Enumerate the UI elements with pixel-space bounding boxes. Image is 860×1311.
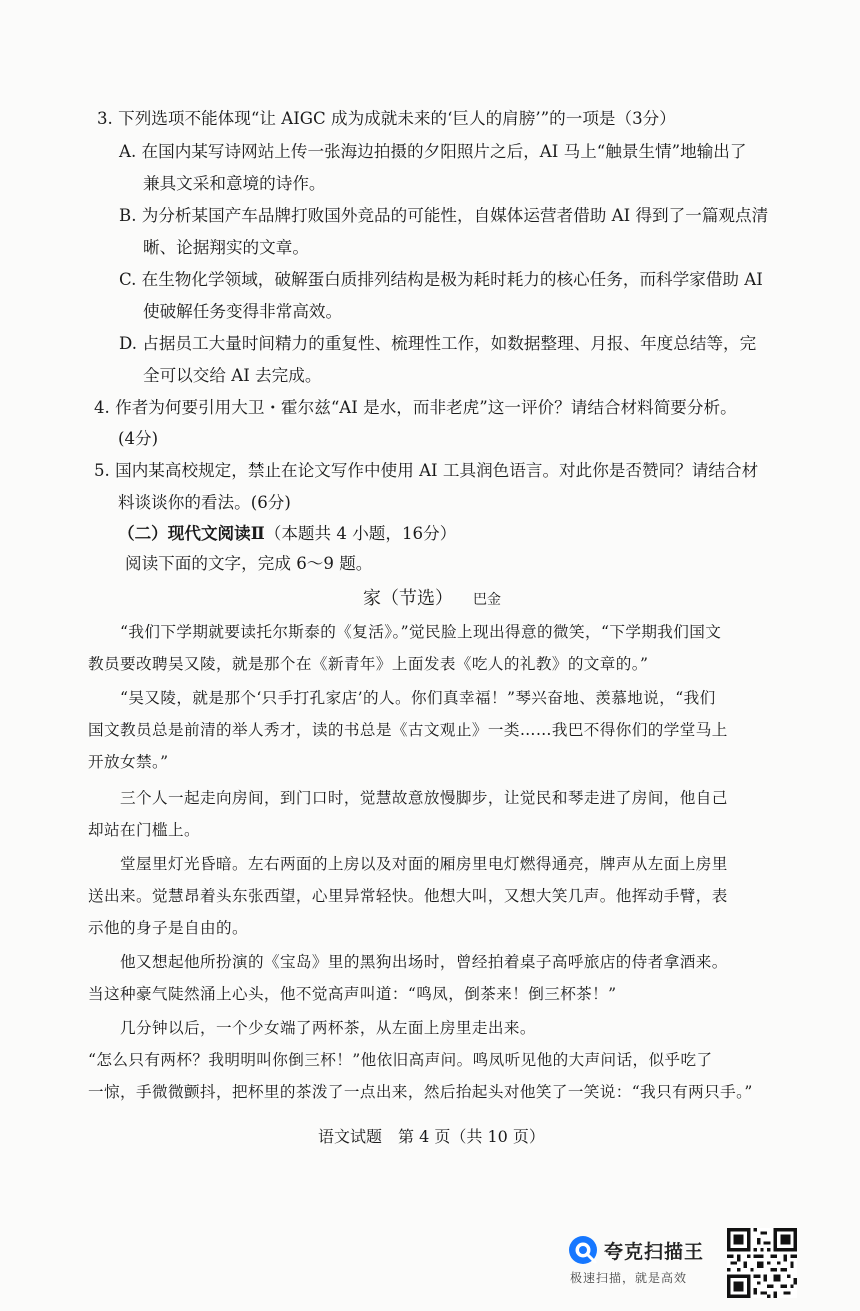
question-5-line1: 5. 国内某高校规定，禁止在论文写作中使用 AI 工具润色语言。对此你是否赞同？请结合材 [94,461,759,480]
page-footer: 语文试题 第 4 页（共 10 页） [318,1127,545,1146]
option-a-line2: 兼具文采和意境的诗作。 [143,174,326,193]
option-c-line1: C. 在生物化学领域，破解蛋白质排列结构是极为耗时耗力的核心任务，而科学家借助 AI [119,270,763,289]
passage-title-text: 家（节选） [363,588,453,609]
brand-name: 夸克扫描王 [604,1241,705,1263]
question-5-line2: 料谈谈你的看法。(6分) [118,493,291,512]
option-c-line2: 使破解任务变得非常高效。 [143,302,343,321]
option-b-line2: 晰、论据翔实的文章。 [143,238,309,257]
section-heading-bold: （二）现代文阅读Ⅱ [118,523,265,543]
passage-author: 巴金 [473,592,501,608]
passage-line: “怎么只有两杯？我明明叫你倒三杯！”他依旧高声问。鸣凤听见他的大声问话，似乎吃了 [88,1051,713,1069]
section-instruction: 阅读下面的文字，完成 6～9 题。 [125,554,373,573]
option-a-line1: A. 在国内某写诗网站上传一张海边拍摄的夕阳照片之后，AI 马上“触景生情”地输出了 [119,142,747,161]
passage-line: “吴又陵，就是那个‘只手打孔家店’的人。你们真幸福！”琴兴奋地、羡慕地说，“我们 [120,689,716,707]
passage-line: 教员要改聘吴又陵，就是那个在《新青年》上面发表《吃人的礼教》的文章的。” [88,655,649,673]
passage-line: 几分钟以后，一个少女端了两杯茶，从左面上房里走出来。 [120,1019,536,1037]
passage-line: 堂屋里灯光昏暗。左右两面的上房以及对面的厢房里电灯燃得通亮，牌声从左面上房里 [120,855,728,873]
option-d-line1: D. 占据员工大量时间精力的重复性、梳理性工作，如数据整理、月报、年度总结等，完 [119,334,757,353]
passage-line: 开放女禁。” [88,753,169,771]
passage-line: 却站在门槛上。 [88,821,200,839]
section-heading [118,522,456,545]
qr-code-icon [727,1228,797,1298]
passage-line: “我们下学期就要读托尔斯泰的《复活》。”觉民脸上现出得意的微笑，“下学期我们国文 [120,623,722,641]
passage-line: 一惊，手微微颤抖，把杯里的茶泼了一点出来，然后抬起头对他笑了一笑说：“我只有两只手。” [88,1083,753,1101]
question-4-line1: 4. 作者为何要引用大卫・霍尔兹“AI 是水，而非老虎”这一评价？请结合材料简要分析。 [94,398,737,417]
passage-line: 示他的身子是自由的。 [88,919,248,937]
brand-slogan: 极速扫描，就是高效 [570,1271,688,1285]
section-heading-rest: （本题共 4 小题，16分） [264,524,457,543]
question-4-line2: (4分) [118,429,159,448]
passage-line: 他又想起他所扮演的《宝岛》里的黑狗出场时，曾经拍着桌子高呼旅店的侍者拿酒来。 [120,953,728,971]
passage-line: 国文教员总是前清的举人秀才，读的书总是《古文观止》一类……我巴不得你们的学堂马上 [88,721,728,739]
question-3-stem: 3. 下列选项不能体现“让 AIGC 成为成就未来的‘巨人的肩膀’”的一项是（3分） [97,109,676,128]
passage-line: 三个人一起走向房间，到门口时，觉慧故意放慢脚步，让觉民和琴走进了房间，他自己 [120,789,728,807]
passage-line: 送出来。觉慧昂着头东张西望，心里异常轻快。他想大叫，又想大笑几声。他挥动手臂，表 [88,887,728,905]
option-b-line1: B. 为分析某国产车品牌打败国外竞品的可能性，自媒体运营者借助 AI 得到了一篇观点清 [119,206,769,225]
option-d-line2: 全可以交给 AI 去完成。 [143,366,322,385]
quark-logo-icon [568,1235,598,1265]
passage-line: 当这种豪气陡然涌上心头，他不觉高声叫道：“鸣凤，倒茶来！倒三杯茶！” [88,985,617,1003]
passage-title [363,584,501,610]
